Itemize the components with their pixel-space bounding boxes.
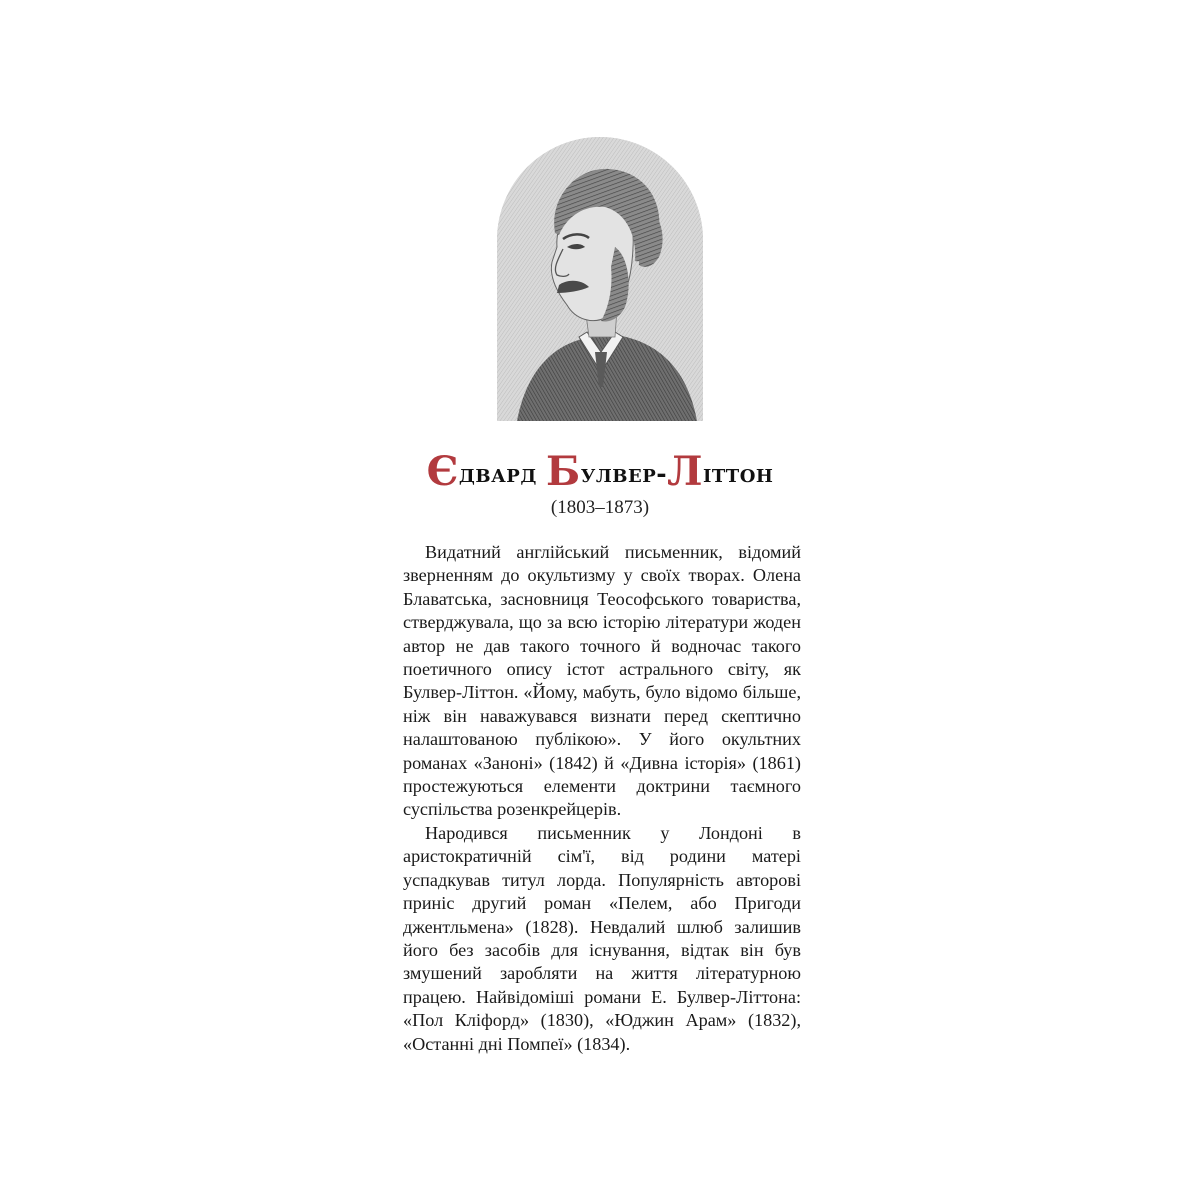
author-name-heading xyxy=(380,450,820,496)
biography-paragraph: Видатний англійський письменник, відомий зверненням до окультизму у своїх творах. Олена Блаватська, засновниця Теософського товариства, стверджувала, що за всю історію літератури жоден автор не дав такого точного й водночас такого поетичного опису істот астрального світу, як Булвер-Літтон. «Йому, мабуть, було відомо більше, ніж він наважувався визнати перед скептично налаштованою публікою». У його окультних романах «Заноні» (1842) й «Дивна історія» (1861) простежуються елементи доктрини таємного суспільства розенкрейцерів. xyxy=(403,542,801,820)
surname-part-two-rest: іттон xyxy=(702,459,774,488)
surname-initial-l: Л xyxy=(667,448,703,495)
first-name-initial: Є xyxy=(426,448,459,495)
portrait-engraving xyxy=(497,137,703,421)
surname-part-one-rest: улвер- xyxy=(580,459,668,488)
biography-paragraph: Народився письменник у Лондоні в аристократичній сім'ї, від родини матері успадкував титул лорда. Популярність авторові приніс другий роман «Пелем, або Пригоди джентльмена» (1828). Невдалий шлюб залишив його без засобів для існування, відтак він був змушений заробляти на життя літературною працею. Найвідоміші романи Е. Булвер-Літтона: «Пол Кліфорд» (1830), «Юджин Арам» (1832), «Останні дні Помпеї» (1834). xyxy=(403,822,801,1054)
biography-text xyxy=(403,541,801,1056)
author-portrait xyxy=(497,137,703,421)
first-name-rest: двард xyxy=(458,459,547,488)
surname-initial-b: Б xyxy=(546,448,581,495)
life-years: (1803–1873) xyxy=(550,497,650,518)
